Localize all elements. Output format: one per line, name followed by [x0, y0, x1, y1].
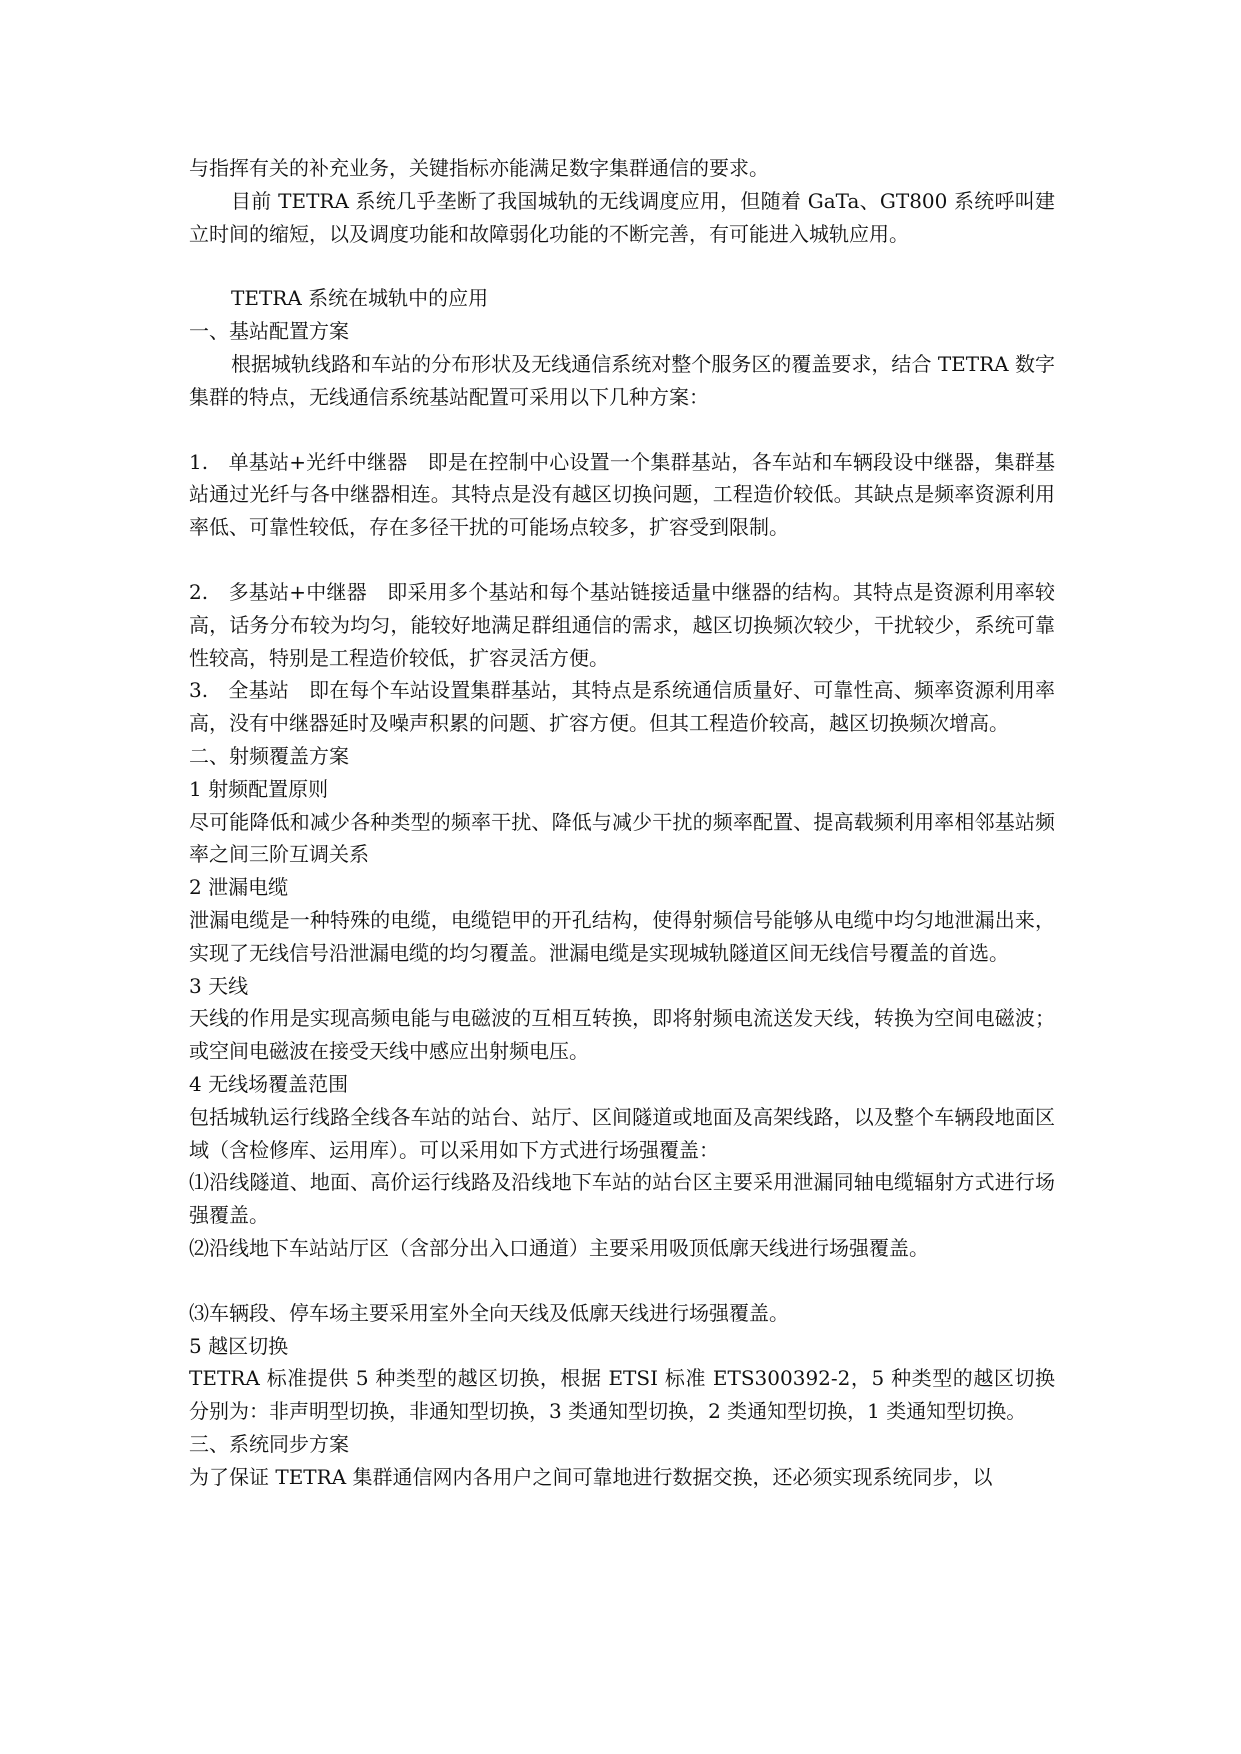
section-title: TETRA 系统在城轨中的应用	[231, 286, 489, 311]
paragraph: 目前 TETRA 系统几乎垄断了我国城轨的无线调度应用，但随着 GaTa、GT800 系统呼叫建立时间的缩短，以及调度功能和故障弱化功能的不断完善，有可能进入城轨应用。	[189, 188, 1055, 246]
subheading: 4 无线场覆盖范围	[189, 1071, 349, 1096]
list-item: ⑶车辆段、停车场主要采用室外全向天线及低廓天线进行场强覆盖。	[189, 1300, 789, 1325]
heading: 二、射频覆盖方案	[189, 743, 349, 768]
paragraph: 天线的作用是实现高频电能与电磁波的互相互转换，即将射频电流送发天线，转换为空间电磁波；或空间电磁波在接受天线中感应出射频电压。	[189, 1006, 1055, 1064]
blank-line	[189, 250, 1055, 282]
blank-line	[189, 414, 1055, 446]
paragraph: 尽可能降低和减少各种类型的频率干扰、降低与减少干扰的频率配置、提高载频利用率相邻基站频率之间三阶互调关系	[189, 809, 1055, 867]
blank-line	[189, 1265, 1055, 1297]
paragraph: 与指挥有关的补充业务，关键指标亦能满足数字集群通信的要求。	[189, 156, 769, 180]
list-item: 1. 单基站+光纤中继器 即是在控制中心设置一个集群基站，各车站和车辆段设中继器，集群基站通过光纤与各中继器相连。其特点是没有越区切换问题，工程造价较低。其缺点是频率资源利用率低、可靠性较低，存在多径干扰的可能场点较多，扩容受到限制。	[189, 449, 1055, 540]
heading: 三、系统同步方案	[189, 1431, 349, 1456]
paragraph: 为了保证 TETRA 集群通信网内各用户之间可靠地进行数据交换，还必须实现系统同步，以	[189, 1464, 993, 1489]
list-item: ⑵沿线地下车站站厅区（含部分出入口通道）主要采用吸顶低廓天线进行场强覆盖。	[189, 1235, 929, 1260]
subheading: 1 射频配置原则	[189, 776, 329, 801]
list-item: 3. 全基站 即在每个车站设置集群基站，其特点是系统通信质量好、可靠性高、频率资源利用率高，没有中继器延时及噪声积累的问题、扩容方便。但其工程造价较高，越区切换频次增高。	[189, 678, 1055, 736]
subheading: 2 泄漏电缆	[189, 875, 289, 900]
paragraph: TETRA 标准提供 5 种类型的越区切换，根据 ETSI 标准 ETS300392-2，5 种类型的越区切换分别为：非声明型切换，非通知型切换，3 类通知型切换，2 类通知型切换，1 类通知型切换。	[189, 1366, 1055, 1424]
subheading: 5 越区切换	[189, 1333, 289, 1358]
paragraph: 泄漏电缆是一种特殊的电缆，电缆铠甲的开孔结构，使得射频信号能够从电缆中均匀地泄漏出来，实现了无线信号沿泄漏电缆的均匀覆盖。泄漏电缆是实现城轨隧道区间无线信号覆盖的首选。	[189, 907, 1055, 965]
subheading: 3 天线	[189, 973, 249, 998]
list-item: 2. 多基站+中继器 即采用多个基站和每个基站链接适量中继器的结构。其特点是资源利用率较高，话务分布较为均匀，能较好地满足群组通信的需求，越区切换频次较少，干扰较少，系统可靠性较高，特别是工程造价较低，扩容灵活方便。	[189, 579, 1055, 670]
paragraph: 包括城轨运行线路全线各车站的站台、站厅、区间隧道或地面及高架线路，以及整个车辆段地面区域（含检修库、运用库）。可以采用如下方式进行场强覆盖：	[189, 1104, 1055, 1162]
heading: 一、基站配置方案	[189, 319, 349, 344]
blank-line	[189, 544, 1055, 576]
list-item: ⑴沿线隧道、地面、高价运行线路及沿线地下车站的站台区主要采用泄漏同轴电缆辐射方式进行场强覆盖。	[189, 1170, 1055, 1228]
document-body	[189, 152, 1055, 1493]
paragraph: 根据城轨线路和车站的分布形状及无线通信系统对整个服务区的覆盖要求，结合 TETRA 数字集群的特点，无线通信系统基站配置可采用以下几种方案：	[189, 351, 1055, 409]
